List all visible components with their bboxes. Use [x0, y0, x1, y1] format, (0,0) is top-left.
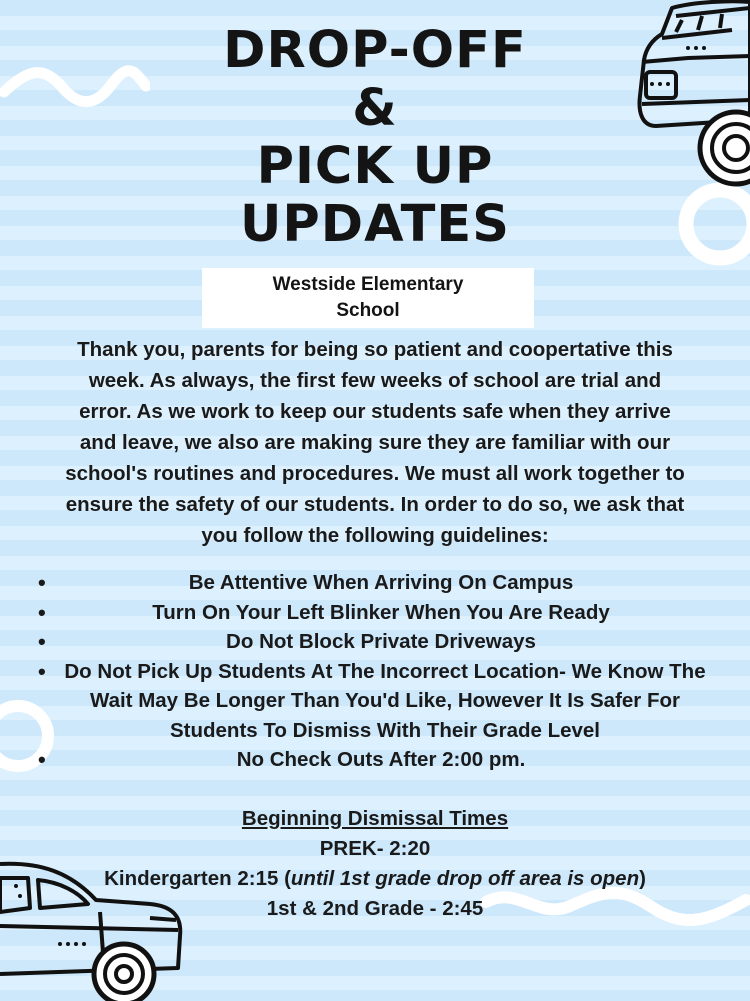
- bullet-icon: •: [38, 747, 46, 772]
- title-line-2: &: [352, 79, 398, 138]
- guideline-text: Do Not Block Private Driveways: [226, 630, 536, 653]
- kinder-note: until 1st grade drop off area is open: [290, 867, 640, 890]
- intro-line: ensure the safety of our students. In order to do so, we ask that: [65, 493, 685, 516]
- bullet-icon: •: [38, 599, 46, 625]
- guideline-text: Be Attentive When Arriving On Campus: [188, 571, 574, 594]
- list-item: [0, 657, 750, 746]
- school-name-line-1: Westside Elementary: [272, 274, 464, 295]
- intro-paragraph: [20, 334, 730, 551]
- intro-line: error. As we work to keep our students safe when they arrive: [79, 400, 671, 423]
- bullet-icon: •: [38, 629, 46, 654]
- kinder-prefix: Kindergarten 2:15 (: [104, 867, 291, 890]
- guideline-text: Turn On Your Left Blinker When You Are Ready: [152, 600, 610, 624]
- intro-line: week. As always, the first few weeks of school are trial and: [88, 369, 662, 392]
- dismissal-kindergarten: [0, 864, 750, 894]
- list-item: [0, 745, 750, 775]
- intro-line: Thank you, parents for being so patient and coopertative this: [77, 338, 673, 361]
- bullet-icon: •: [38, 570, 46, 595]
- bullet-icon: •: [38, 658, 46, 684]
- school-name-box: [202, 268, 534, 328]
- title-line-1: DROP-OFF: [223, 21, 527, 80]
- guideline-text: Do Not Pick Up Students At The Incorrect Location- We Know The Wait May Be Longer Than You'd Like, However It Is Safer For Students To Dismiss With Their Grade Level: [64, 659, 706, 742]
- dismissal-times: [0, 804, 750, 924]
- dismissal-first-second: 1st & 2nd Grade - 2:45: [266, 897, 484, 920]
- dismissal-heading: Beginning Dismissal Times: [241, 807, 509, 830]
- list-item: [0, 568, 750, 598]
- guidelines-list: [0, 568, 750, 775]
- school-name-line-2: School: [336, 300, 400, 321]
- dismissal-prek: PREK- 2:20: [319, 837, 431, 860]
- list-item: [0, 627, 750, 657]
- intro-line: and leave, we also are making sure they are familiar with our: [79, 431, 671, 454]
- title-line-4: UPDATES: [240, 195, 510, 254]
- page-title: [0, 22, 750, 254]
- title-line-3: PICK UP: [256, 137, 494, 196]
- intro-line: you follow the following guidelines:: [201, 524, 549, 547]
- list-item: [0, 598, 750, 628]
- guideline-text: No Check Outs After 2:00 pm.: [236, 748, 526, 771]
- intro-line: school's routines and procedures. We must all work together to: [65, 462, 685, 485]
- kinder-suffix: ): [639, 867, 646, 890]
